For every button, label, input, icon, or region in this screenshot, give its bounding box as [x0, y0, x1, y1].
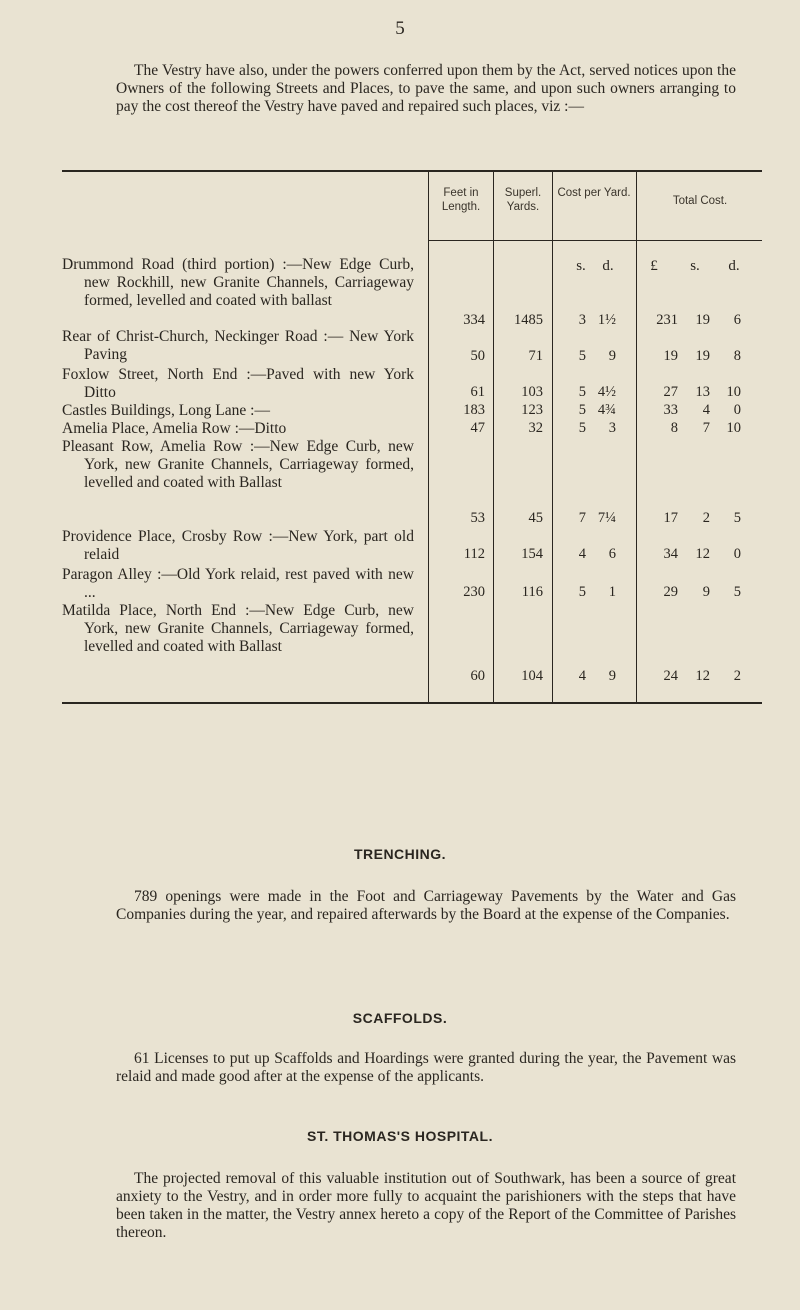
cell-cs: 5 [578, 384, 586, 400]
unit-cost-d: d. [602, 258, 614, 274]
cell-tl: 8 [670, 420, 678, 436]
cell-yards: 1485 [514, 312, 543, 328]
cell-cd: 7¼ [597, 510, 616, 526]
row-description: Paragon Alley :—Old York relaid, rest paved with new ... [62, 566, 414, 601]
cell-tl: 19 [663, 348, 678, 364]
cell-ts: 12 [695, 546, 710, 562]
trenching-heading: TRENCHING. [353, 846, 447, 862]
scaffolds-paragraph: 61 Licenses to put up Scaffolds and Hoardings were granted during the year, the Pavement was relaid and made good after at the expense of the applicants. [116, 1050, 736, 1085]
cell-cd: 1½ [597, 312, 616, 328]
cell-cs: 5 [578, 584, 586, 600]
row-description: Drummond Road (third portion) :—New Edge Curb, new Rockhill, new Granite Channels, Carriageway formed, levelled and coated with ballast [62, 256, 414, 309]
row-description: Rear of Christ-Church, Neckinger Road :— New York Paving [62, 328, 414, 363]
cell-cd: 6 [608, 546, 616, 562]
page-number: 5 [395, 18, 405, 39]
cell-ts: 19 [695, 312, 710, 328]
cell-td: 6 [733, 312, 741, 328]
cell-td: 5 [733, 510, 741, 526]
cell-tl: 24 [663, 668, 678, 684]
cell-yards: 103 [521, 384, 543, 400]
unit-total-d: d. [728, 258, 740, 274]
cell-cd: 4¾ [597, 402, 616, 418]
unit-cost-s: s. [576, 258, 586, 274]
header-feet: Feet in Length. [441, 187, 481, 213]
cell-cs: 4 [578, 668, 586, 684]
row-description: Castles Buildings, Long Lane :— [62, 402, 270, 419]
row-description: Matilda Place, North End :—New Edge Curb, new York, new Granite Channels, Carriageway formed, levelled and coated with Ballast [62, 602, 414, 655]
cell-ts: 19 [695, 348, 710, 364]
cell-tl: 231 [656, 312, 678, 328]
cell-ts: 12 [695, 668, 710, 684]
cell-td: 8 [733, 348, 741, 364]
row-description: Pleasant Row, Amelia Row :—New Edge Curb, new York, new Granite Channels, Carriageway formed, levelled and coated with Ballast [62, 438, 414, 491]
cell-tl: 17 [663, 510, 678, 526]
cell-feet: 230 [463, 584, 485, 600]
cell-yards: 71 [528, 348, 543, 364]
cell-td: 10 [726, 384, 741, 400]
cell-feet: 50 [470, 348, 485, 364]
cell-tl: 29 [663, 584, 678, 600]
column-divider [552, 171, 553, 702]
cell-ts: 13 [695, 384, 710, 400]
cell-tl: 34 [663, 546, 678, 562]
cell-yards: 45 [528, 510, 543, 526]
cell-yards: 123 [521, 402, 543, 418]
column-divider [493, 171, 494, 702]
cell-td: 5 [733, 584, 741, 600]
intro-paragraph: The Vestry have also, under the powers conferred upon them by the Act, served notices upon the Owners of the following Streets and Places, to pave the same, and upon such owners arranging to pay the cost thereof the Vestry have paved and repaired such places, viz :— [116, 62, 736, 115]
cell-feet: 334 [463, 312, 485, 328]
row-description: Providence Place, Crosby Row :—New York, part old relaid [62, 528, 414, 563]
cell-td: 10 [726, 420, 741, 436]
cell-feet: 60 [470, 668, 485, 684]
column-divider [428, 171, 429, 702]
row-description: Foxlow Street, North End :—Paved with new York Ditto [62, 366, 414, 401]
cell-cd: 9 [608, 348, 616, 364]
row-description: Amelia Place, Amelia Row :—Ditto [62, 420, 287, 437]
cell-cs: 5 [578, 420, 586, 436]
table-bottom-rule [62, 702, 762, 704]
cell-yards: 104 [521, 668, 543, 684]
cell-yards: 154 [521, 546, 543, 562]
cell-feet: 61 [470, 384, 485, 400]
cell-cd: 4½ [597, 384, 616, 400]
cell-cs: 7 [578, 510, 586, 526]
cell-yards: 32 [528, 420, 543, 436]
cell-cs: 5 [578, 348, 586, 364]
cell-cs: 3 [578, 312, 586, 328]
cell-td: 0 [733, 402, 741, 418]
table-top-rule [62, 170, 762, 172]
unit-total-l: £ [650, 258, 658, 274]
cell-cd: 3 [608, 420, 616, 436]
cell-cs: 5 [578, 402, 586, 418]
cell-td: 2 [733, 668, 741, 684]
cell-td: 0 [733, 546, 741, 562]
cell-feet: 53 [470, 510, 485, 526]
header-yards: Superl. Yards. [504, 187, 542, 213]
cell-cd: 9 [608, 668, 616, 684]
hospital-paragraph: The projected removal of this valuable institution out of Southwark, has been a source of great anxiety to the Vestry, and in order more fully to acquaint the parishioners with the steps that have been taken in the matter, the Vestry annex hereto a copy of the Report of the Committee of Parishes thereon. [116, 1170, 736, 1241]
cell-yards: 116 [521, 584, 543, 600]
cell-ts: 4 [702, 402, 710, 418]
cell-feet: 47 [470, 420, 485, 436]
trenching-paragraph: 789 openings were made in the Foot and Carriageway Pavements by the Water and Gas Companies during the year, and repaired afterwards by the Board at the expense of the Companies. [116, 888, 736, 923]
cell-feet: 112 [463, 546, 485, 562]
hospital-heading: ST. THOMAS'S HOSPITAL. [307, 1128, 493, 1144]
cell-cs: 4 [578, 546, 586, 562]
unit-total-s: s. [690, 258, 700, 274]
cell-feet: 183 [463, 402, 485, 418]
header-rule [428, 240, 762, 241]
cell-tl: 27 [663, 384, 678, 400]
cell-ts: 2 [702, 510, 710, 526]
cell-ts: 9 [702, 584, 710, 600]
header-cost: Cost per Yard. [557, 187, 631, 199]
cell-ts: 7 [702, 420, 710, 436]
cell-tl: 33 [663, 402, 678, 418]
column-divider [636, 171, 637, 702]
header-total: Total Cost. [672, 195, 728, 207]
scaffolds-heading: SCAFFOLDS. [352, 1010, 448, 1026]
cell-cd: 1 [608, 584, 616, 600]
